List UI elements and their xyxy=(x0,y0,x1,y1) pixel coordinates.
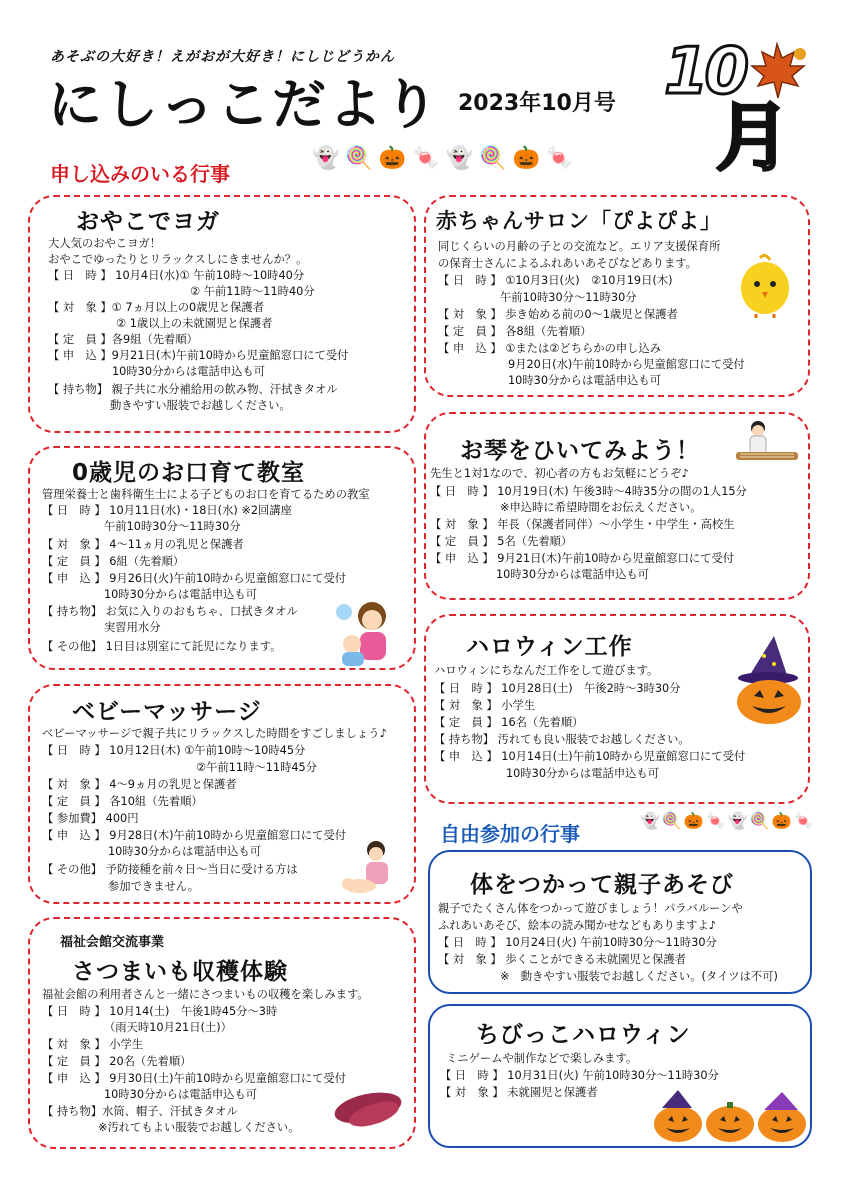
event-line: の保育士さんによるふれあいあそびなどあります。 xyxy=(438,257,697,270)
section-free-heading: 自由参加の行事 xyxy=(440,822,580,846)
event-line: 【 申 込 】 10月14日(土)午前10時から児童館窓口にて受付 xyxy=(434,750,746,763)
pumpkin-icon: 🎃 xyxy=(683,811,704,830)
event-line: 【 定 員 】各9組（先着順） xyxy=(48,333,198,346)
event-line: 10時30分からは電話申込も可 xyxy=(508,374,662,387)
issue-label: 2023年10月号 xyxy=(458,91,616,116)
ghost-icon: 👻 xyxy=(312,146,340,171)
event-title: ハロウィン工作 xyxy=(466,634,633,660)
event-line: 動きやすい服装でお越しください。 xyxy=(110,399,291,412)
event-line: 管理栄養士と歯科衛生士による子どものお口を育てるための教室 xyxy=(42,488,370,501)
event-title: 赤ちゃんサロン「ぴよぴよ」 xyxy=(436,209,722,233)
ghost-icon: 👻 xyxy=(640,811,660,830)
event-line: 【 日 時 】 ①10月3日(火) ②10月19日(木) xyxy=(438,274,673,287)
event-title: 0歳児のお口育て教室 xyxy=(72,460,306,486)
event-line: 10時30分からは電話申込も可 xyxy=(112,365,266,378)
event-line: 【 対 象 】 歩くことができる未就園児と保護者 xyxy=(438,953,687,966)
event-title: おやこでヨガ xyxy=(76,209,220,235)
event-line: ② 午前11時～11時40分 xyxy=(190,285,315,298)
event-line: 午前10時30分～11時30分 xyxy=(500,291,637,304)
event-line: 【 定 員 】 20名（先着順） xyxy=(42,1055,192,1068)
event-line: 参加できません。 xyxy=(108,880,200,893)
event-line: 【 申 込 】9月21日(木)午前10時から児童館窓口にて受付 xyxy=(48,349,349,362)
event-line: 【 定 員 】 5名（先着順） xyxy=(430,535,573,548)
event-line: 【 対 象 】 年長（保護者同伴）～小学生・中学生・高校生 xyxy=(430,518,735,531)
event-line: 10時30分からは電話申込も可 xyxy=(104,1088,258,1101)
pumpkins-row-icon xyxy=(652,1086,808,1144)
event-line: 【 日 時 】 10月4日(水)① 午前10時～10時40分 xyxy=(48,269,305,282)
baby-massage-icon xyxy=(340,838,404,898)
event-line: 【 申 込 】 ①または②どちらかの申し込み xyxy=(438,342,662,355)
event-line: 先生と1対1なので、初心者の方もお気軽にどうぞ♪ xyxy=(430,467,689,480)
ghost-icon: 👻 xyxy=(445,146,474,171)
event-line: 【 日 時 】 10月19日(木) 午後3時～4時35分の間の1人15分 xyxy=(430,485,747,498)
event-line: 【 持ち物】 お気に入りのおもちゃ、口拭きタオル xyxy=(42,605,298,618)
event-title: さつまいも収穫体験 xyxy=(72,959,288,985)
event-line: 同じくらいの月齢の子との交流など。エリア支援保育所 xyxy=(438,240,721,253)
event-line: 【 日 時 】 10月24日(火) 午前10時30分～11時30分 xyxy=(438,936,717,949)
pumpkin-icon: 🎃 xyxy=(512,146,540,171)
event-line: 午前10時30分～11時30分 xyxy=(104,520,241,533)
event-line: ② 1歳以上の未就園児と保護者 xyxy=(116,317,273,330)
event-line: 【 申 込 】 9月28日(木)午前10時から児童館窓口にて受付 xyxy=(42,829,347,842)
event-line: 【 対 象 】 小学生 xyxy=(434,699,536,712)
witch-hat-pumpkin-icon xyxy=(734,632,804,724)
event-line: 【 持ち物】 汚れても良い服装でお越しください。 xyxy=(434,733,690,746)
event-title: お琴をひいてみよう！ xyxy=(460,438,700,464)
event-line: 9月20日(水)午前10時から児童館窓口にて受付 xyxy=(508,358,745,371)
event-title: ベビーマッサージ xyxy=(72,699,262,725)
event-line: 【 対 象 】 小学生 xyxy=(42,1038,144,1051)
event-line: 【 対 象 】 4～11ヵ月の乳児と保護者 xyxy=(42,538,244,551)
candy-icon: 🍬 xyxy=(705,811,726,830)
event-line: 大人気のおやこヨガ！ xyxy=(48,237,161,250)
event-line: 10時30分からは電話申込も可 xyxy=(104,588,258,601)
newsletter-title: にしっこだより xyxy=(48,73,440,136)
parent-child-toothbrush-icon xyxy=(330,598,400,668)
chick-icon xyxy=(736,252,794,318)
section-apply-heading: 申し込みのいる行事 xyxy=(50,162,230,186)
candy-icon: 🍬 xyxy=(793,811,814,830)
event-line: ベビーマッサージで親子共にリラックスした時間をすごしましょう♪ xyxy=(42,727,387,740)
event-line: 【 申 込 】 9月26日(火)午前10時から児童館窓口にて受付 xyxy=(42,572,347,585)
event-line: ②午前11時～11時45分 xyxy=(196,761,318,774)
event-line: 【 持ち物】水筒、帽子、汗拭きタオル xyxy=(42,1105,238,1118)
event-line: 親子でたくさん体をつかって遊びましょう！パラバルーンや xyxy=(438,902,743,915)
event-line: 【 持ち物】 親子共に水分補給用の飲み物、汗拭きタオル xyxy=(48,383,338,396)
event-line: 【 その他】 予防接種を前々日～当日に受ける方は xyxy=(42,863,298,876)
lollipop-icon: 🍭 xyxy=(749,811,770,830)
event-line: 実習用水分 xyxy=(104,621,161,634)
event-line: ※ 動きやすい服装でお越しください。(タイツは不可) xyxy=(500,970,778,983)
event-line: 10時30分からは電話申込も可 xyxy=(496,568,650,581)
ghost-icon: 👻 xyxy=(727,811,748,830)
event-line: 【 日 時 】 10月12日(木) ①午前10時～10時45分 xyxy=(42,744,306,757)
event-line: ミニゲームや制作などで楽しみます。 xyxy=(446,1052,638,1065)
event-line: 【 対 象 】 未就園児と保護者 xyxy=(440,1086,598,1099)
halloween-decoration-row-small xyxy=(640,808,813,834)
month-number: 10 xyxy=(664,35,746,109)
event-line: 【 日 時 】 10月31日(火) 午前10時30分～11時30分 xyxy=(440,1069,719,1082)
pumpkin-icon: 🎃 xyxy=(378,146,407,171)
candy-icon: 🍬 xyxy=(412,146,440,171)
lollipop-icon: 🍭 xyxy=(345,146,373,171)
event-subtitle: 福祉会館交流事業 xyxy=(60,935,165,950)
maple-leaf-icon xyxy=(742,40,812,102)
month-kanji: 月 xyxy=(716,95,790,181)
event-line: 【 申 込 】 9月30日(土)午前10時から児童館窓口にて受付 xyxy=(42,1072,347,1085)
event-line: 【 対 象 】 歩き始める前の0～1歳児と保護者 xyxy=(438,308,678,321)
event-line: （雨天時10月21日(土)） xyxy=(104,1021,232,1034)
koto-player-icon xyxy=(730,418,802,468)
tagline: あそぶの大好き！えがおが大好き！にしじどうかん xyxy=(50,49,395,65)
event-line: 【 対 象 】 4～9ヵ月の乳児と保護者 xyxy=(42,778,237,791)
pumpkin-icon: 🎃 xyxy=(771,811,792,830)
event-title: ちびっこハロウィン xyxy=(476,1022,691,1048)
event-line: 10時30分からは電話申込も可 xyxy=(108,845,262,858)
event-line: ※申込時に希望時間をお伝えください。 xyxy=(500,501,702,514)
event-line: 【 その他】 1日目は別室にて託児になります。 xyxy=(42,640,282,653)
event-line: 【 日 時 】 10月28日(土) 午後2時～3時30分 xyxy=(434,682,681,695)
event-line: 【 対 象 】① 7ヵ月以上の0歳児と保護者 xyxy=(48,301,265,314)
halloween-decoration-row xyxy=(312,146,573,172)
event-line: 【 定 員 】 16名（先着順） xyxy=(434,716,584,729)
event-line: おやこでゆったりとリラックスしにきませんか？。 xyxy=(48,253,308,266)
event-line: ハロウィンにちなんだ工作をして遊びます。 xyxy=(434,664,659,677)
event-line: 【 定 員 】 各10組（先着順） xyxy=(42,795,203,808)
sweet-potato-icon xyxy=(330,1084,406,1132)
candy-icon: 🍬 xyxy=(545,146,574,171)
event-line: 福祉会館の利用者さんと一緒にさつまいもの収穫を楽しみます。 xyxy=(42,988,369,1001)
event-line: 【 参加費】 400円 xyxy=(42,812,139,825)
lollipop-icon: 🍭 xyxy=(479,146,507,171)
event-line: 【 日 時 】 10月14(土) 午後1時45分～3時 xyxy=(42,1005,278,1018)
event-line: ※汚れてもよい服装でお越しください。 xyxy=(98,1121,300,1134)
event-line: ふれあいあそび、絵本の読み聞かせなどもありますよ♪ xyxy=(438,919,716,932)
lollipop-icon: 🍭 xyxy=(661,811,682,830)
event-line: 【 申 込 】 9月21日(木)午前10時から児童館窓口にて受付 xyxy=(430,552,735,565)
event-line: 【 定 員 】 6組（先着順） xyxy=(42,555,185,568)
event-line: 【 日 時 】 10月11日(水)・18日(水) ※2回講座 xyxy=(42,504,292,517)
event-line: 【 定 員 】 各8組（先着順） xyxy=(438,325,592,338)
event-title: 体をつかって親子あそび xyxy=(470,872,734,898)
event-line: 10時30分からは電話申込も可 xyxy=(506,767,660,780)
